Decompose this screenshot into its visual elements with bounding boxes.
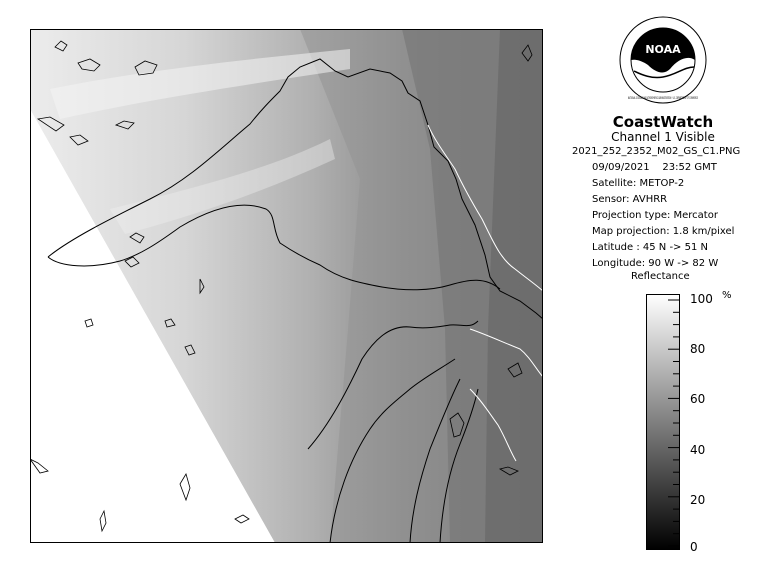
- product-title: CoastWatch: [612, 113, 714, 131]
- logo-text: NOAA: [645, 43, 681, 56]
- channel-subtitle: Channel 1 Visible: [611, 130, 715, 144]
- tick-label-80: 80: [690, 342, 706, 356]
- image-date: 09/09/2021: [592, 162, 650, 173]
- tick-label-100: 100: [690, 292, 713, 306]
- satellite-image-map: [30, 29, 543, 543]
- meta-longitude: Longitude: 90 W -> 82 W: [592, 258, 719, 269]
- date-time: [592, 163, 717, 173]
- logo-ring-text: NATIONAL OCEANIC AND ATMOSPHERIC ADMINISTRATION · U.S. DEPARTMENT OF COMMERCE: [628, 96, 698, 100]
- noaa-logo-icon: [618, 15, 708, 105]
- meta-map-projection: Map projection: 1.8 km/pixel: [592, 226, 735, 237]
- meta-latitude: Latitude : 45 N -> 51 N: [592, 242, 708, 253]
- meta-satellite: Satellite: METOP-2: [592, 178, 685, 189]
- tick-label-40: 40: [690, 443, 706, 457]
- file-name: 2021_252_2352_M02_GS_C1.PNG: [572, 146, 741, 157]
- tick-label-60: 60: [690, 392, 706, 406]
- meta-projection-type: Projection type: Mercator: [592, 210, 718, 221]
- meta-sensor: Sensor: AVHRR: [592, 194, 668, 205]
- legend-unit: %: [722, 290, 732, 301]
- image-time: 23:52 GMT: [662, 162, 717, 173]
- legend-title: Reflectance: [631, 271, 690, 282]
- reflectance-colorbar: [646, 294, 680, 552]
- tick-label-0: 0: [690, 540, 698, 554]
- tick-label-20: 20: [690, 493, 706, 507]
